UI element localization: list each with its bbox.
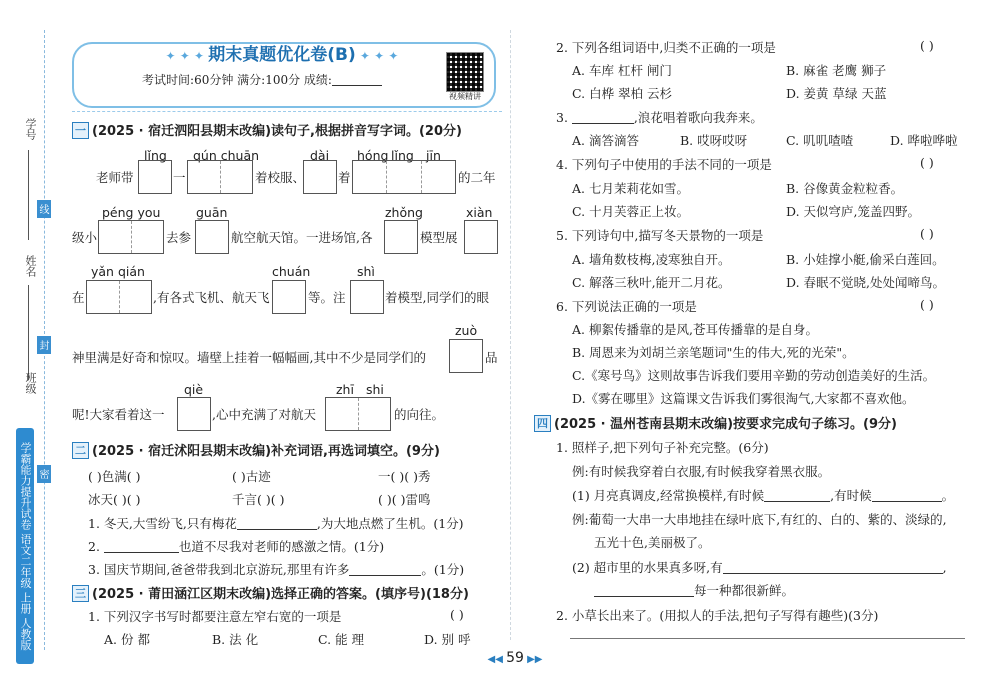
answer-box[interactable]	[384, 220, 418, 254]
passage-text: 品	[485, 350, 498, 365]
question-text: 1. 照样子,把下列句子补充完整。(6分)	[556, 440, 769, 455]
passage-text: 一	[173, 170, 186, 185]
section3-heading: 三 (2025 · 莆田涵江区期末改编)选择正确的答案。(填序号)(18分)	[72, 583, 469, 602]
passage-text: 级小	[72, 230, 98, 245]
answer-box[interactable]	[272, 280, 306, 314]
option: C.《寒号鸟》这则故事告诉我们要用辛勤的劳动创造美好的生活。	[572, 368, 936, 383]
option: B. 法 化	[212, 632, 259, 647]
pinyin: qún chuān	[193, 148, 260, 163]
pinyin: shi	[366, 382, 384, 397]
option: D. 哗啦哗啦	[890, 133, 958, 148]
passage-text: 着模型,同学们的眼	[385, 290, 489, 305]
pinyin: zhǒng	[385, 205, 423, 220]
answer-box[interactable]	[350, 280, 384, 314]
option: A. 份 都	[104, 632, 150, 647]
answer-paren[interactable]: ( )	[920, 297, 934, 312]
option: C. 能 理	[318, 632, 365, 647]
passage-text: 的向往。	[394, 407, 445, 422]
fill-sentence: (1) 月亮真调皮,经常换模样,有时候 ,有时候 。	[572, 488, 955, 503]
option: A. 滴答滴答	[572, 133, 639, 148]
passage-text: 着	[338, 170, 351, 185]
answer-paren[interactable]: ( )	[920, 38, 934, 53]
idiom-blank[interactable]: ( )古迹	[232, 469, 271, 484]
answer-box[interactable]	[187, 160, 253, 194]
qr-caption: 视频精讲	[449, 92, 481, 101]
option: B. 小娃撑小艇,偷采白莲回。	[786, 252, 945, 267]
pinyin: zhī	[336, 382, 354, 397]
passage-text: 的二年	[458, 170, 496, 185]
pinyin: xiàn	[466, 205, 493, 220]
option: D. 姜黄 草绿 天蓝	[786, 86, 887, 101]
example-text: 例:有时候我穿着白衣服,有时候我穿着黑衣服。	[572, 464, 831, 479]
idiom-blank[interactable]: ( )色满( )	[88, 469, 141, 484]
brand-banner: 学霸能力提升试卷 语文二年级 上册 人教版	[16, 428, 34, 664]
pinyin: lǐng	[391, 148, 414, 163]
passage-text: 去参	[166, 230, 192, 245]
answer-box[interactable]	[464, 220, 498, 254]
exam-info: 考试时间:60分钟 满分:100分 成绩:	[72, 71, 452, 88]
option: C. 解落三秋叶,能开二月花。	[572, 275, 731, 290]
option: B. 麻雀 老鹰 狮子	[786, 63, 887, 78]
pinyin: jīn	[426, 148, 441, 163]
option: D. 春眠不觉晓,处处闻啼鸟。	[786, 275, 945, 290]
passage-text: 模型展	[420, 230, 458, 245]
passage-text: 在	[72, 290, 85, 305]
option: A. 柳絮传播靠的是风,苍耳传播靠的是自身。	[572, 322, 818, 337]
question-text: 1. 冬天,大雪纷飞,只有梅花 ,为大地点燃了生机。(1分)	[88, 516, 464, 531]
pinyin: chuán	[272, 264, 311, 279]
option: C. 叽叽喳喳	[786, 133, 854, 148]
answer-paren[interactable]: ( )	[920, 155, 934, 170]
page-divider	[510, 30, 511, 640]
seal-mark-secret: 密	[37, 465, 51, 483]
question-text: 3. ,浪花唱着歌向我奔来。	[556, 110, 763, 125]
question-text: 2. 下列各组词语中,归类不正确的一项是	[556, 40, 776, 55]
next-arrow-icon: ▶▶	[523, 654, 543, 665]
student-id-label: 学号	[24, 118, 37, 140]
passage-text: 神里满是好奇和惊叹。墙壁上挂着一幅幅画,其中不少是同学们的	[72, 350, 426, 365]
passage-text: 老师带	[96, 170, 134, 185]
idiom-blank[interactable]: 一( )( )秀	[378, 469, 431, 484]
option: A. 七月茉莉花如雪。	[572, 181, 689, 196]
pinyin: lǐng	[144, 148, 167, 163]
answer-box[interactable]	[138, 160, 172, 194]
answer-box[interactable]	[303, 160, 337, 194]
idiom-blank[interactable]: 冰天( )( )	[88, 492, 141, 507]
question-text: 6. 下列说法正确的一项是	[556, 299, 697, 314]
header-separator	[72, 111, 502, 112]
answer-paren[interactable]: ( )	[450, 607, 464, 622]
question-text: 4. 下列句子中使用的手法不同的一项是	[556, 157, 772, 172]
option: C. 白桦 翠柏 云杉	[572, 86, 673, 101]
example-text: 五光十色,美丽极了。	[594, 535, 711, 550]
option: C. 十月芙蓉正上妆。	[572, 204, 690, 219]
pinyin: qiè	[184, 382, 204, 397]
answer-box[interactable]	[449, 339, 483, 373]
answer-box[interactable]	[86, 280, 152, 314]
pinyin: shì	[357, 264, 375, 279]
answer-box[interactable]	[98, 220, 164, 254]
answer-box[interactable]	[352, 160, 456, 194]
passage-text: ,心中充满了对航天	[212, 407, 316, 422]
question-text: 2. 也道不尽我对老师的感激之情。(1分)	[88, 539, 385, 554]
prev-arrow-icon: ◀◀	[487, 654, 507, 665]
passage-text: 着校服、	[255, 170, 306, 185]
option: A. 车库 杠杆 闸门	[572, 63, 672, 78]
section2-heading: 二 (2025 · 宿迁沭阳县期末改编)补充词语,再选词填空。(9分)	[72, 440, 440, 459]
idiom-blank[interactable]: ( )( )雷鸣	[378, 492, 431, 507]
question-text: 1. 下列汉字书写时都要注意左窄右宽的一项是	[88, 609, 342, 624]
pinyin: dài	[310, 148, 330, 163]
fill-sentence: 每一种都很新鲜。	[594, 581, 794, 599]
question-text: 2. 小草长出来了。(用拟人的手法,把句子写得有趣些)(3分)	[556, 608, 879, 623]
answer-box[interactable]	[195, 220, 229, 254]
option: D. 天似穹庐,笼盖四野。	[786, 204, 920, 219]
qr-code-icon[interactable]	[446, 52, 484, 92]
name-line	[28, 285, 29, 380]
passage-text: ,有各式飞机、航天飞	[153, 290, 270, 305]
option: D.《雾在哪里》这篇课文告诉我们雾很淘气,大家都不喜欢他。	[572, 391, 915, 406]
option: A. 墙角数枝梅,凌寒独自开。	[572, 252, 731, 267]
section4-heading: 四 (2025 · 温州苍南县期末改编)按要求完成句子练习。(9分)	[534, 413, 897, 432]
option: D. 别 呼	[424, 632, 471, 647]
idiom-blank[interactable]: 千言( )( )	[232, 492, 285, 507]
option: B. 哎呀哎呀	[680, 133, 748, 148]
answer-paren[interactable]: ( )	[920, 226, 934, 241]
passage-text: 航空航天馆。一进场馆,各	[231, 230, 373, 245]
pinyin: yǎn qián	[91, 264, 145, 279]
question-text: 5. 下列诗句中,描写冬天景物的一项是	[556, 228, 764, 243]
page-number: ◀◀ 59 ▶▶	[487, 650, 543, 666]
option: B. 周恩来为刘胡兰亲笔题词"生的伟大,死的光荣"。	[572, 345, 855, 360]
answer-box[interactable]	[325, 397, 391, 431]
answer-box[interactable]	[177, 397, 211, 431]
fill-sentence: (2) 超市里的水果真多呀,有 ,	[572, 560, 947, 575]
exam-title: ✦ ✦ ✦ 期末真题优化卷(B) ✦ ✦ ✦	[165, 45, 399, 65]
example-text: 例:葡萄一大串一大串地挂在绿叶底下,有红的、白的、紫的、淡绿的,	[572, 512, 947, 527]
pinyin: péng you	[102, 205, 161, 220]
answer-line[interactable]	[570, 638, 965, 639]
pinyin: zuò	[455, 323, 478, 338]
name-label: 姓名	[24, 255, 37, 277]
question-text: 3. 国庆节期间,爸爸带我到北京游玩,那里有许多 。(1分)	[88, 562, 465, 577]
seal-mark-line: 线	[37, 200, 51, 218]
class-label: 班级	[24, 372, 37, 394]
passage-text: 呢!大家看着这一	[72, 407, 165, 422]
option: B. 谷像黄金粒粒香。	[786, 181, 904, 196]
seal-mark-seal: 封	[37, 336, 51, 354]
section1-heading: 一 (2025 · 宿迁泗阳县期末改编)读句子,根据拼音写字词。(20分)	[72, 120, 462, 139]
student-id-line	[28, 150, 29, 240]
pinyin: guān	[196, 205, 228, 220]
pinyin: hóng	[357, 148, 389, 163]
passage-text: 等。注	[308, 290, 346, 305]
